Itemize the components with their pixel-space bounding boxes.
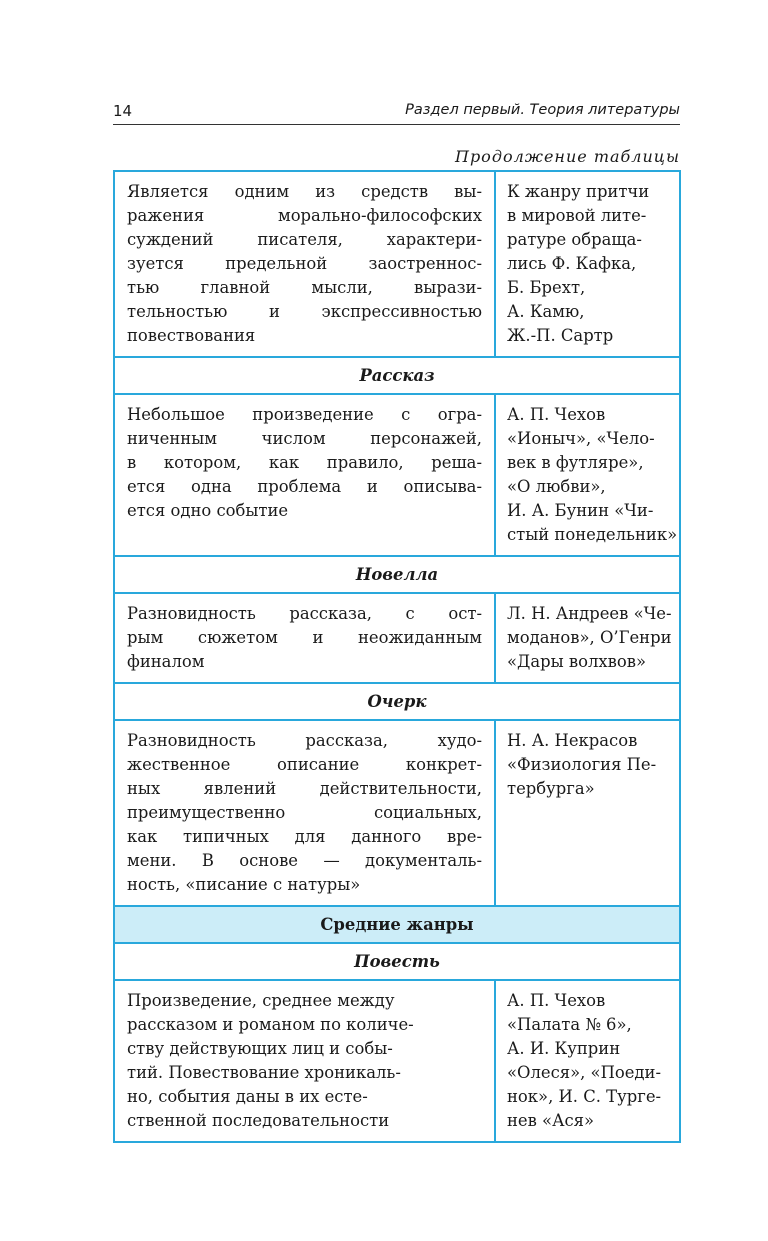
text-line: финалом [127, 652, 205, 671]
text-line: лись Ф. Кафка, [507, 254, 637, 273]
text-line: Является одним из средств вы- [127, 182, 482, 201]
table-row [114, 980, 680, 1142]
description-cell [114, 593, 495, 683]
text-line: Небольшое произведение с огра- [127, 405, 482, 424]
text-line: век в футляре», [507, 453, 644, 472]
text-line: А. Камю, [507, 302, 585, 321]
genre-heading-novella: Новелла [114, 556, 680, 593]
text-line: Разновидность рассказа, с ост- [127, 604, 482, 623]
text-line: стый понедельник» [507, 525, 678, 544]
examples-cell [495, 394, 680, 556]
text-line: преимущественно социальных, [127, 803, 482, 822]
text-line: «О любви», [507, 477, 606, 496]
text-line: Разновидность рассказа, худо- [127, 731, 482, 750]
table-row [114, 171, 680, 357]
genre-group-heading-middle: Средние жанры [114, 906, 680, 943]
page-header [113, 98, 680, 125]
description-cell [114, 720, 495, 906]
text-line: А. П. Чехов [507, 991, 606, 1010]
text-line: ных явлений действительности, [127, 779, 482, 798]
text-line: но, события даны в их есте- [127, 1087, 368, 1106]
text-line: как типичных для данного вре- [127, 827, 482, 846]
examples-cell [495, 980, 680, 1142]
text-line: рассказом и романом по количе- [127, 1015, 414, 1034]
text-line: ниченным числом персонажей, [127, 429, 482, 448]
text-line: ству действующих лиц и собы- [127, 1039, 393, 1058]
description-cell [114, 394, 495, 556]
text-line: «Ионыч», «Чело- [507, 429, 655, 448]
text-line: Произведение, среднее между [127, 991, 395, 1010]
text-line: нок», И. С. Турге- [507, 1087, 662, 1106]
text-line: ратуре обраща- [507, 230, 642, 249]
table-row [114, 357, 680, 394]
text-line: тельностью и экспрессивностью [127, 302, 482, 321]
text-line: «Физиология Пе- [507, 755, 657, 774]
text-line: «Палата № 6», [507, 1015, 632, 1034]
text-line: тербурга» [507, 779, 595, 798]
text-line: тий. Повествование хроникаль- [127, 1063, 401, 1082]
table-row [114, 593, 680, 683]
text-line: Ж.-П. Сартр [507, 326, 614, 345]
table-row [114, 720, 680, 906]
text-line: Л. Н. Андреев «Че- [507, 604, 672, 623]
table-row [114, 683, 680, 720]
text-line: повествования [127, 326, 256, 345]
text-line: в котором, как правило, реша- [127, 453, 482, 472]
genre-heading-ocherk: Очерк [114, 683, 680, 720]
text-line: рым сюжетом и неожиданным [127, 628, 482, 647]
text-line: Б. Брехт, [507, 278, 586, 297]
genre-heading-rasskaz: Рассказ [114, 357, 680, 394]
text-line: суждений писателя, характери- [127, 230, 482, 249]
text-line: ственной последовательности [127, 1111, 390, 1130]
description-cell [114, 171, 495, 357]
examples-cell [495, 171, 680, 357]
description-cell [114, 980, 495, 1142]
text-line: мени. В основе — документаль- [127, 851, 482, 870]
text-line: зуется предельной заостреннос- [127, 254, 482, 273]
text-line: А. П. Чехов [507, 405, 606, 424]
genres-table [113, 170, 681, 1143]
running-section-title: Раздел первый. Теория литературы [405, 102, 680, 118]
text-line: ражения морально-философских [127, 206, 482, 225]
text-line: ется одна проблема и описыва- [127, 477, 482, 496]
text-line: Н. А. Некрасов [507, 731, 638, 750]
text-line: «Олеся», «Поеди- [507, 1063, 661, 1082]
text-line: тью главной мысли, вырази- [127, 278, 482, 297]
table-row [114, 556, 680, 593]
text-line: А. И. Куприн [507, 1039, 621, 1058]
page-number: 14 [113, 102, 133, 120]
text-line: И. А. Бунин «Чи- [507, 501, 654, 520]
text-line: нев «Ася» [507, 1111, 595, 1130]
text-line: в мировой лите- [507, 206, 647, 225]
table-row [114, 943, 680, 980]
text-line: ность, «писание с натуры» [127, 875, 361, 894]
examples-cell [495, 593, 680, 683]
text-line: К жанру притчи [507, 182, 650, 201]
text-line: «Дары волхвов» [507, 652, 646, 671]
examples-cell [495, 720, 680, 906]
text-line: жественное описание конкрет- [127, 755, 482, 774]
table-row [114, 906, 680, 943]
table-continuation-label: Продолжение таблицы [454, 147, 680, 166]
text-line: моданов», О’Генри [507, 628, 672, 647]
table-row [114, 394, 680, 556]
text-line: ется одно событие [127, 501, 289, 520]
genre-heading-povest: Повесть [114, 943, 680, 980]
